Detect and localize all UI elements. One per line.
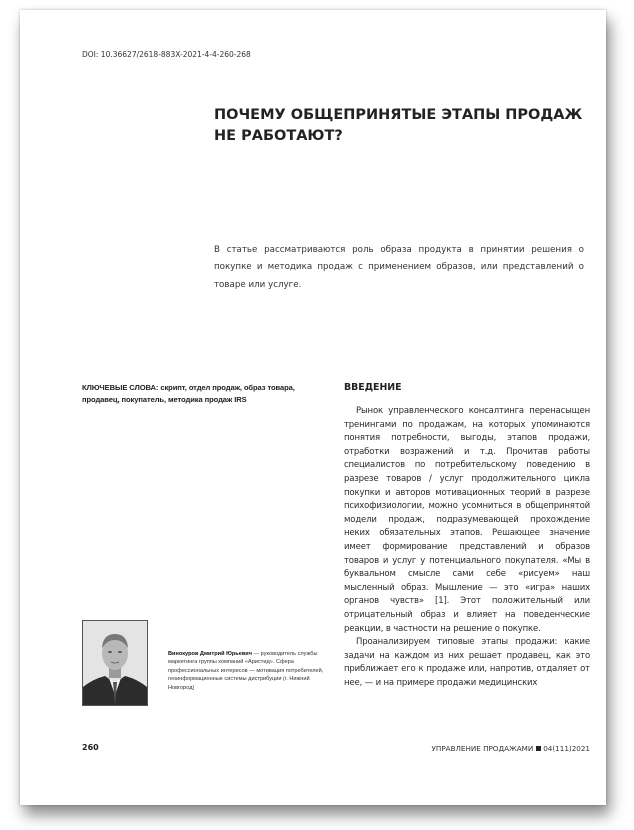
page-number: 260 [82,743,99,752]
body-paragraph: Рынок управленческого консалтинга перенасыщен тренингами по продажам, на которых упоминаются понятия потребности, выгоды, этапов продажи, отработки возражений и т.д. Прочитав работы специалистов по потребительскому поведению в разрезе товаров / услуг продолжительного цикла покупки и авторов мотивационных теорий в разрезе психофизиологии, можно усомниться в общепринятой модели продаж, подразумевающей прохождение неких обязательных этапов. Решающее значение имеет формирование представлений и образов товаров и услуг у потенциального покупателя. «Мы в буквальном смысле сами себе «рисуем» наш мысленный образ. Мышление — это «игра» наших органов чувств» [1]. Этот положительный или отрицательный образ и влияет на поведенческие реакции, в частности на решение о покупке. [344,406,590,634]
article-title: ПОЧЕМУ ОБЩЕПРИНЯТЫЕ ЭТАПЫ ПРОДАЖ НЕ РАБОТАЮТ? [214,107,583,144]
section-heading: ВВЕДЕНИЕ [344,382,402,393]
body-paragraph: Проанализируем типовые этапы продажи: какие задачи на каждом из них решает продавец, как это приближает его к продаже или, напротив, отдаляет от нее, — и на примере продажи медицинских [344,637,590,688]
square-separator-icon [536,746,541,751]
author-photo [82,620,148,706]
journal-footer [432,744,590,753]
author-info [168,650,324,692]
author-name: Винокуров Дмитрий Юрьевич [168,651,252,657]
article-abstract: В статье рассматриваются роль образа продукта в принятии решения о покупке и методика продаж с применением образов, или представлений о товаре или услуге. [214,245,584,290]
doi-line: DOI: 10.36627/2618-883X-2021-4-4-260-268 [82,50,251,59]
keywords: КЛЮЧЕВЫЕ СЛОВА: скрипт, отдел продаж, образ товара, продавец, покупатель, методика продаж IRS [82,383,295,404]
author-portrait-image [83,621,147,705]
body-text [344,405,590,690]
journal-page [20,10,606,805]
author-description: — руководитель службы маркетинга группы компаний «Аристид». Сфера профессиональных интересов — мотивация потребителей, геоинформационные системы дистрибуции (г. Нижний Новгород) [168,651,324,691]
journal-issue: 04(111)2021 [543,744,590,753]
journal-name: УПРАВЛЕНИЕ ПРОДАЖАМИ [431,744,534,753]
